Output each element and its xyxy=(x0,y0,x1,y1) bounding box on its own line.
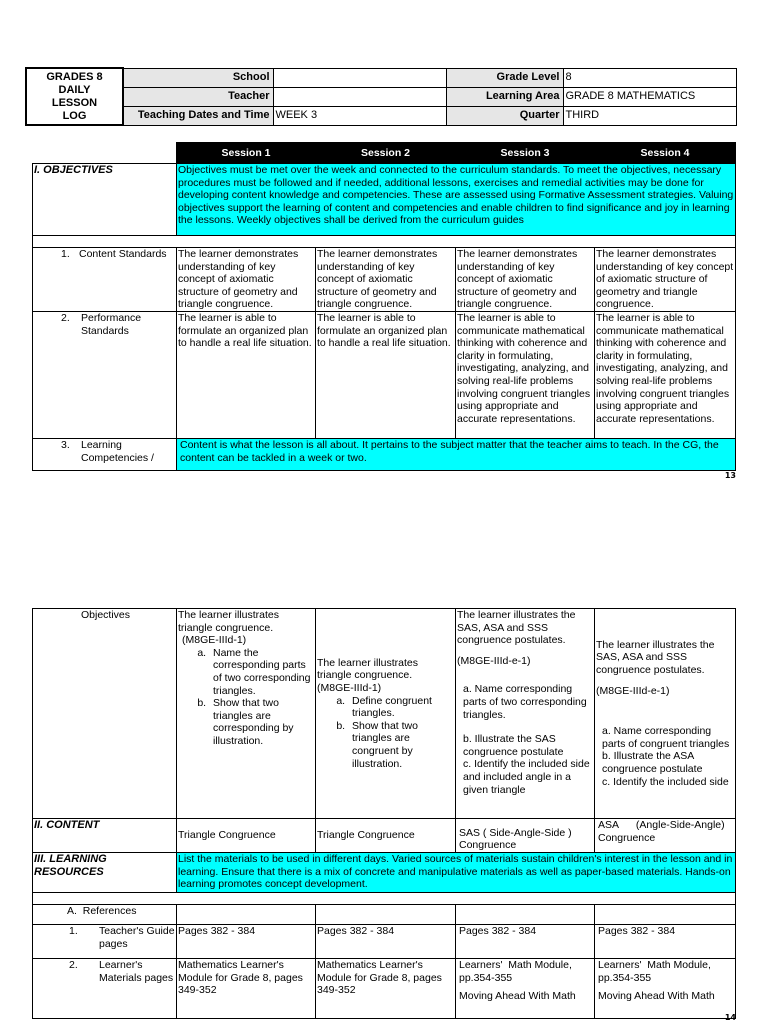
objective-list xyxy=(317,695,454,771)
dll-title-line: LESSON xyxy=(51,96,98,109)
objectives-cell-session-1 xyxy=(177,609,316,819)
content-standard-cell: The learner demonstrates understanding of key concept of axiomatic structure of geometry and triangle congruence. xyxy=(177,248,316,312)
item-number: 2. xyxy=(69,959,78,971)
module-ref-extra: Moving Ahead With Math xyxy=(459,990,576,1003)
competency-code: (M8GE-IIId-1) xyxy=(317,682,382,695)
session-header: Session 4 xyxy=(595,143,736,164)
learning-competencies-text: Content is what the lesson is all about. It pertains to the subject matter that the teacher aims to teach. In the CG, the content can be tackled in a week or two. xyxy=(177,438,736,470)
page-number: 14 xyxy=(724,1013,736,1022)
content-cell: Triangle Congruence xyxy=(177,819,316,853)
objective-intro: The learner illustrates triangle congruence. xyxy=(178,609,279,634)
teachers-guide-cell: Pages 382 - 384 xyxy=(595,925,736,959)
references-cell xyxy=(316,905,456,925)
performance-standard-cell: The learner is able to communicate mathematical thinking with coherence and clarity in formulating, investigating, analyzing, and solving real-life problems involving congruent triangles using appropriate and accurate representations. xyxy=(456,311,595,438)
objective-item: b. Illustrate the ASA congruence postulate xyxy=(602,750,703,775)
learning-competencies-label xyxy=(33,438,177,470)
references-label: A. References xyxy=(33,905,177,925)
learning-area-value: GRADE 8 MATHEMATICS xyxy=(563,87,736,106)
learners-materials-cell: Mathematics Learner's Module for Grade 8, pages 349-352 xyxy=(316,959,456,1019)
learners-materials-label xyxy=(33,959,177,1019)
objectives-row-label: Objectives xyxy=(33,609,177,819)
content-cell: SAS ( Side-Angle-Side ) Congruence xyxy=(456,819,595,853)
content-standard-cell: The learner demonstrates understanding of key concept of axiomatic structure of geometry and triangle congruence. xyxy=(595,248,736,312)
objective-item: a. Name corresponding parts of two corresponding triangles. xyxy=(463,683,587,721)
competency-code: (M8GE-IIId-e-1) xyxy=(596,684,670,697)
dll-title-line: LOG xyxy=(62,109,87,122)
dll-title xyxy=(26,68,123,125)
learners-materials-cell xyxy=(456,959,595,1019)
learning-area-label: Learning Area xyxy=(446,87,563,106)
page-number: 13 xyxy=(724,471,736,480)
session-header: Session 2 xyxy=(316,143,456,164)
module-ref: Learners' Math Module, pp.354-355 xyxy=(459,959,575,984)
item-label: Teacher's Guide pages xyxy=(99,925,175,950)
dates-label: Teaching Dates and Time xyxy=(123,106,273,125)
blank-corner xyxy=(33,143,177,164)
item-number: 3. xyxy=(61,438,70,451)
objective-intro: The learner illustrates the SAS, ASA and SSS congruence postulates. xyxy=(457,609,576,647)
item-label: Learner's Materials pages xyxy=(99,959,174,984)
performance-standard-cell: The learner is able to communicate mathematical thinking with coherence and clarity in formulating, investigating, analyzing, and solving real-life problems involving congruent triangles using appropriate and accurate representations. xyxy=(595,311,736,438)
content-standards-label xyxy=(33,248,177,312)
item-label: Content Standards xyxy=(79,248,167,260)
teachers-guide-cell: Pages 382 - 384 xyxy=(316,925,456,959)
objective-item: b. Show that two triangles are congruent by illustration. xyxy=(348,720,454,770)
content-cell: Triangle Congruence xyxy=(316,819,456,853)
objectives-cell-session-2 xyxy=(316,609,456,819)
quarter-label: Quarter xyxy=(446,106,563,125)
item-number: 1. xyxy=(69,925,78,937)
item-label: Performance Standards xyxy=(81,311,142,337)
objective-item: c. Identify the included side xyxy=(602,775,729,788)
learning-resources-label: III. LEARNING RESOURCES xyxy=(33,853,177,893)
references-cell xyxy=(595,905,736,925)
competency-code: (M8GE-IIId-e-1) xyxy=(457,654,531,667)
objectives-section-label: I. OBJECTIVES xyxy=(33,164,177,236)
session-header: Session 1 xyxy=(177,143,316,164)
school-value xyxy=(273,68,446,87)
objective-item: a. Name corresponding parts of congruent triangles xyxy=(602,725,730,750)
teachers-guide-cell: Pages 382 - 384 xyxy=(456,925,595,959)
lesson-log-table-continued xyxy=(32,608,736,1019)
learners-materials-cell xyxy=(595,959,736,1019)
teachers-guide-cell: Pages 382 - 384 xyxy=(177,925,316,959)
learning-resources-instructions: List the materials to be used in different days. Varied sources of materials sustain children's interest in the lesson and in learning. Ensure that there is a mix of concrete and manipulative materials as well as paper-based materials. Hands-on learning promotes concept development. xyxy=(177,853,736,893)
competency-code: (M8GE-IIId-1) xyxy=(182,634,247,647)
dates-value: WEEK 3 xyxy=(273,106,446,125)
references-cell xyxy=(456,905,595,925)
module-ref: Learners' Math Module, pp.354-355 xyxy=(598,959,714,984)
session-header: Session 3 xyxy=(456,143,595,164)
performance-standards-label xyxy=(33,311,177,438)
objectives-cell-session-4 xyxy=(595,609,736,819)
objective-item: b. Illustrate the SAS congruence postulate xyxy=(463,733,564,758)
objective-list xyxy=(178,647,314,748)
school-label: School xyxy=(123,68,273,87)
grade-level-label: Grade Level xyxy=(446,68,563,87)
module-ref-extra: Moving Ahead With Math xyxy=(598,990,715,1003)
objectives-instructions: Objectives must be met over the week and connected to the curriculum standards. To meet the objectives, necessary procedures must be followed and if needed, additional lessons, exercises and remedial activities may be done for developing content knowledge and competencies. These are assessed using Formative Assessment strategies. Valuing objectives support the learning of content and competencies and enable children to find significance and joy in learning the lessons. Weekly objectives shall be derived from the curriculum guides xyxy=(177,164,736,236)
item-number: 1. xyxy=(61,248,70,260)
item-label: Learning Competencies / xyxy=(81,438,154,464)
objective-intro: The learner illustrates triangle congruence. xyxy=(317,656,418,682)
objective-item: a. Define congruent triangles. xyxy=(348,695,454,720)
content-standard-cell: The learner demonstrates understanding of key concept of axiomatic structure of geometry and triangle congruence. xyxy=(316,248,456,312)
objective-item: c. Identify the included side and included angle in a given triangle xyxy=(463,758,590,796)
learners-materials-cell: Mathematics Learner's Module for Grade 8, pages 349-352 xyxy=(177,959,316,1019)
objective-intro: The learner illustrates the SAS, ASA and SSS congruence postulates. xyxy=(596,638,715,677)
teacher-label: Teacher xyxy=(123,87,273,106)
teacher-value xyxy=(273,87,446,106)
objectives-cell-session-3 xyxy=(456,609,595,819)
performance-standard-cell: The learner is able to formulate an organized plan to handle a real life situation. xyxy=(177,311,316,438)
dll-title-line: DAILY xyxy=(58,83,91,96)
item-number: 2. xyxy=(61,311,70,324)
grade-level-value: 8 xyxy=(563,68,736,87)
objective-item: b. Show that two triangles are corresponding by illustration. xyxy=(209,697,314,747)
teachers-guide-label xyxy=(33,925,177,959)
quarter-value: THIRD xyxy=(563,106,736,125)
content-cell: ASA (Angle-Side-Angle) Congruence xyxy=(595,819,736,853)
references-cell xyxy=(177,905,316,925)
lesson-log-table xyxy=(32,142,736,471)
header-table xyxy=(25,67,737,126)
performance-standard-cell: The learner is able to formulate an organized plan to handle a real life situation. xyxy=(316,311,456,438)
content-standard-cell: The learner demonstrates understanding of key concept of axiomatic structure of geometry and triangle congruence. xyxy=(456,248,595,312)
content-section-label: II. CONTENT xyxy=(33,819,177,853)
objective-item: a. Name the corresponding parts of two corresponding triangles. xyxy=(209,647,314,697)
dll-title-line: GRADES 8 xyxy=(46,70,103,83)
